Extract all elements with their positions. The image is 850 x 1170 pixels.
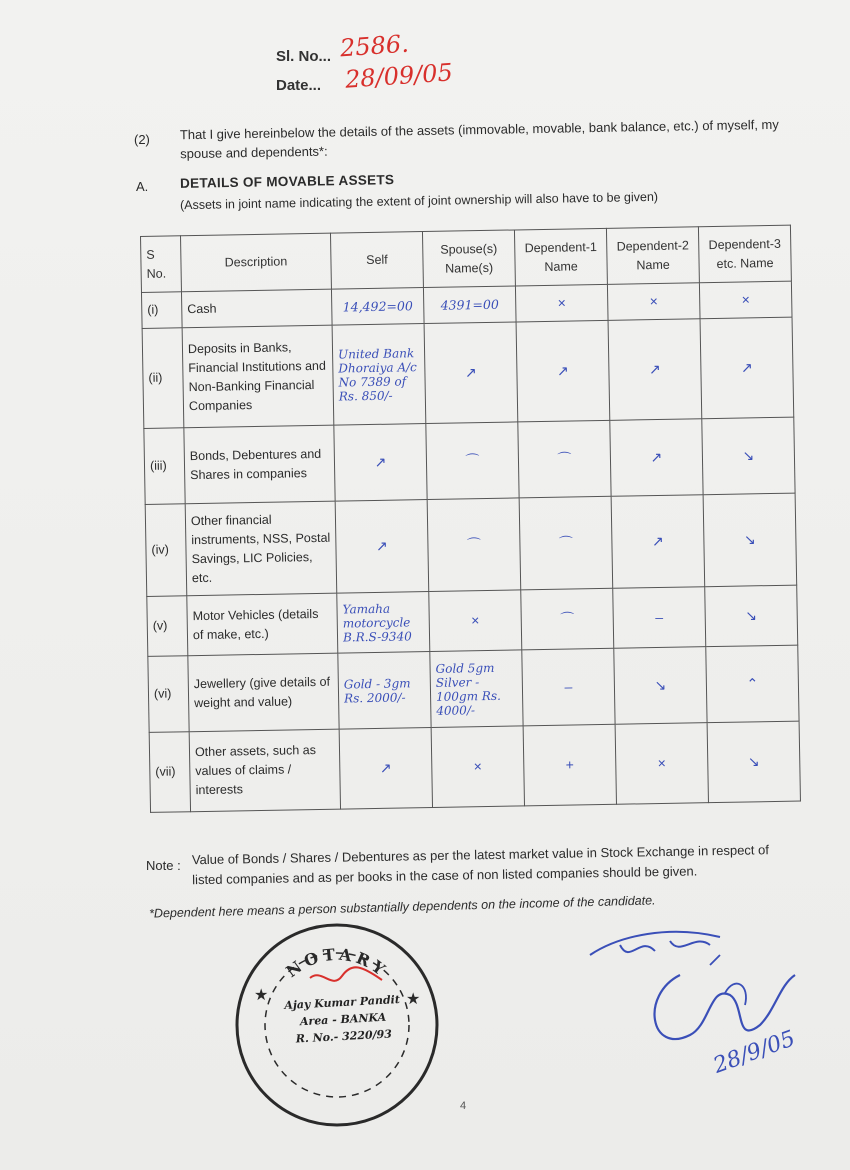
row-description: Bonds, Debentures and Shares in companies — [184, 425, 335, 504]
table-row — [145, 493, 797, 596]
section-letter: A. — [136, 179, 149, 194]
header-spouse: Spouse(s) Name(s) — [422, 230, 515, 288]
date-value: 28/09/05 — [344, 58, 454, 94]
row-spouse: 4391=00 — [423, 286, 516, 324]
table-row — [144, 417, 795, 504]
row-dependent-2: ↗ — [610, 419, 703, 497]
footnote: *Dependent here means a person substantially dependents on the income of the candidate. — [148, 893, 656, 921]
paragraph-number: (2) — [134, 132, 150, 147]
stamp-star-left: ★ — [254, 987, 269, 1004]
header-description: Description — [181, 233, 332, 292]
table-row — [148, 645, 799, 732]
row-self: ↗ — [334, 424, 427, 502]
paragraph-text: That I give hereinbelow the details of the assets (immovable, movable, bank balance, etc.) of myself, my spouse and dependents*: — [179, 116, 779, 162]
serial-value: 2586. — [339, 29, 410, 63]
stamp-name: Ajay Kumar Pandit — [284, 993, 401, 1013]
row-dependent-3: ↘ — [705, 585, 798, 647]
row-dependent-3: ↘ — [707, 721, 800, 803]
row-dependent-2: × — [607, 283, 700, 321]
row-self: Yamaha motorcycle B.R.S-9340 — [342, 601, 412, 645]
stamp-reg-no: R. No.- 3220/93 — [295, 1027, 393, 1046]
row-description: Deposits in Banks, Financial Institutions and Non-Banking Financial Companies — [182, 325, 334, 428]
row-spouse: ⌒ — [426, 422, 519, 500]
row-description: Cash — [181, 289, 332, 328]
row-dependent-1: ⌒ — [518, 420, 611, 498]
row-description: Motor Vehicles (details of make, etc.) — [187, 593, 338, 656]
row-dependent-1: ⌒ — [519, 496, 613, 590]
row-sno: (vii) — [149, 732, 190, 813]
row-dependent-1: × — [515, 284, 608, 322]
row-self: 14,492=00 — [331, 288, 424, 326]
header-sno: S No. — [141, 236, 182, 293]
note-label: Note : — [146, 858, 181, 873]
row-spouse: ↗ — [424, 322, 518, 424]
row-dependent-2: – — [613, 587, 706, 649]
row-dependent-2: ↘ — [614, 647, 707, 725]
row-dependent-3: ↘ — [703, 493, 797, 587]
row-dependent-1: – — [522, 648, 615, 726]
row-spouse: Gold 5gm Silver - 100gm Rs. 4000/- — [435, 660, 501, 718]
row-self: ↗ — [335, 500, 429, 594]
page-number: 4 — [460, 1100, 467, 1112]
row-dependent-3: ↘ — [702, 417, 795, 495]
row-self: United Bank Dhoraiya A/c No 7389 of Rs. 850/- — [337, 345, 417, 404]
row-dependent-3: ⌃ — [706, 645, 799, 723]
row-self: ↗ — [339, 727, 432, 809]
date-label: Date... — [276, 77, 322, 94]
row-dependent-2: × — [615, 723, 708, 805]
row-dependent-2: ↗ — [611, 495, 705, 589]
row-sno: (iv) — [145, 504, 187, 597]
row-dependent-1: ↗ — [516, 320, 610, 422]
row-dependent-3: × — [699, 281, 792, 319]
header-self: Self — [330, 232, 423, 290]
assets-table — [140, 225, 801, 813]
row-spouse: × — [429, 590, 522, 652]
table-row — [142, 317, 794, 428]
stamp-text — [279, 991, 407, 1049]
signature-date: 28/9/05 — [710, 1026, 799, 1079]
header-dependent-2: Dependent-2 Name — [606, 227, 699, 285]
row-sno: (v) — [147, 596, 188, 657]
section-title: DETAILS OF MOVABLE ASSETS — [179, 172, 395, 191]
stamp-star-right: ★ — [406, 991, 421, 1008]
row-sno: (iii) — [144, 428, 185, 505]
row-spouse: × — [431, 726, 524, 808]
serial-label: Sl. No... — [276, 48, 332, 65]
row-sno: (vi) — [148, 656, 189, 733]
header-dependent-3: Dependent-3 etc. Name — [698, 225, 791, 283]
table-row — [149, 721, 800, 812]
row-dependent-1: ⌒ — [521, 588, 614, 650]
row-description: Other financial instruments, NSS, Postal Savings, LIC Policies, etc. — [185, 501, 337, 596]
row-self: Gold - 3gm Rs. 2000/- — [343, 675, 411, 706]
stamp-area: Area - BANKA — [299, 1010, 387, 1029]
stamp-top-text: NOTARY — [282, 944, 392, 982]
row-spouse: ⌒ — [427, 498, 521, 592]
row-dependent-1: + — [523, 724, 616, 806]
row-dependent-3: ↗ — [700, 317, 794, 419]
table-row — [147, 585, 798, 656]
candidate-signature — [560, 915, 820, 1095]
note-text: Value of Bonds / Shares / Debentures as per the latest market value in Stock Exchange in respect of listed companies and as per books in the case of non listed companies should be given. — [191, 842, 770, 888]
header-dependent-1: Dependent-1 Name — [514, 228, 607, 286]
row-sno: (ii) — [142, 328, 184, 429]
section-subtitle: (Assets in joint name indicating the extent of joint ownership will also have to be given) — [179, 189, 659, 213]
row-description: Jewellery (give details of weight and value) — [188, 653, 339, 732]
row-sno: (i) — [141, 292, 182, 329]
row-dependent-2: ↗ — [608, 319, 702, 421]
row-description: Other assets, such as values of claims / interests — [189, 729, 340, 812]
